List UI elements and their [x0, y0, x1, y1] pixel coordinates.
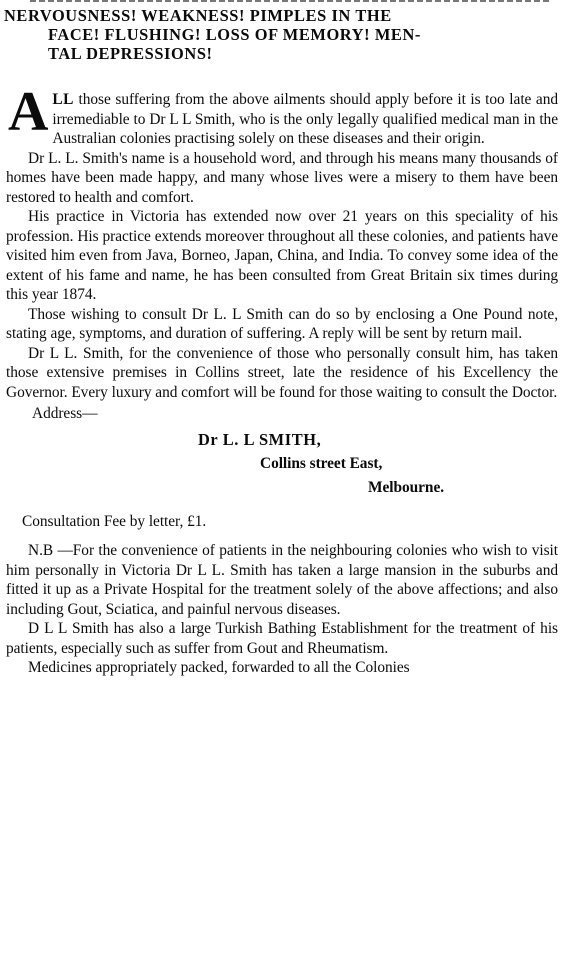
- headline-line-3: TAL DEPRESSIONS!: [48, 44, 213, 63]
- note-medicines: Medicines appropriately packed, forwarded to all the Colonies: [28, 659, 410, 676]
- intro-text: those suffering from the above ailments should apply before it is too late and irremediable to Dr L L Smith, who is the only legally qualified medical man in the Australian colonies practising solely on these diseases and their origin.: [52, 91, 558, 147]
- headline: [4, 6, 560, 63]
- address-name: Dr L. L SMITH,: [198, 429, 322, 449]
- top-rule: [30, 0, 550, 2]
- note-private-hospital: N.B —For the convenience of patients in the neighbouring colonies who wish to visit him personally in Victoria Dr L L. Smith has taken a large mansion in the suburbs and fitted it up as a Private Hospital for the treatment solely of the above affections; and also including Gout, Sciatica, and painful nervous diseases.: [6, 542, 558, 618]
- paragraph-reputation: Dr L. L. Smith's name is a household word, and through his means many thousands of homes have been made happy, and many whose lives were a misery to them have been restored to health and comfort.: [6, 149, 558, 206]
- headline-line-2: FACE! FLUSHING! LOSS OF MEMORY! MEN-: [48, 25, 421, 44]
- note-turkish-bath: D L L Smith has also a large Turkish Bathing Establishment for the treatment of his patients, especially such as suffer from Gout and Rheumatism.: [6, 620, 558, 657]
- paragraph-premises: Dr L L. Smith, for the convenience of those who personally consult him, has taken those extensive premises in Collins street, late the residence of his Excellency the Governor. Every luxury and comfort will be found for those waiting to consult the Doctor.: [6, 344, 558, 401]
- headline-line-1: NERVOUSNESS! WEAKNESS! PIMPLES IN THE: [4, 6, 392, 25]
- intro-lead: LL: [52, 91, 74, 108]
- drop-cap: A: [8, 81, 49, 143]
- address-block: [6, 430, 558, 510]
- advertisement-body: [6, 81, 558, 678]
- consultation-fee: Consultation Fee by letter, £1.: [22, 512, 207, 530]
- intro-paragraph: [6, 81, 558, 149]
- paragraph-practice: His practice in Victoria has extended now over 21 years on this speciality of his profession. His practice extends moreover throughout all these colonies, and patients have visited him even from Java, Borneo, Japan, China, and India. To convey some idea of the extent of his fame and name, he has been consulted from Great Britain six times during this year 1874.: [6, 208, 558, 303]
- address-street: Collins street East,: [260, 454, 383, 472]
- address-label: Address—: [32, 405, 98, 422]
- paragraph-consult-by-letter: Those wishing to consult Dr L. L Smith can do so by enclosing a One Pound note, stating age, symptoms, and duration of suffering. A reply will be sent by return mail.: [6, 305, 558, 342]
- address-city: Melbourne.: [368, 478, 445, 496]
